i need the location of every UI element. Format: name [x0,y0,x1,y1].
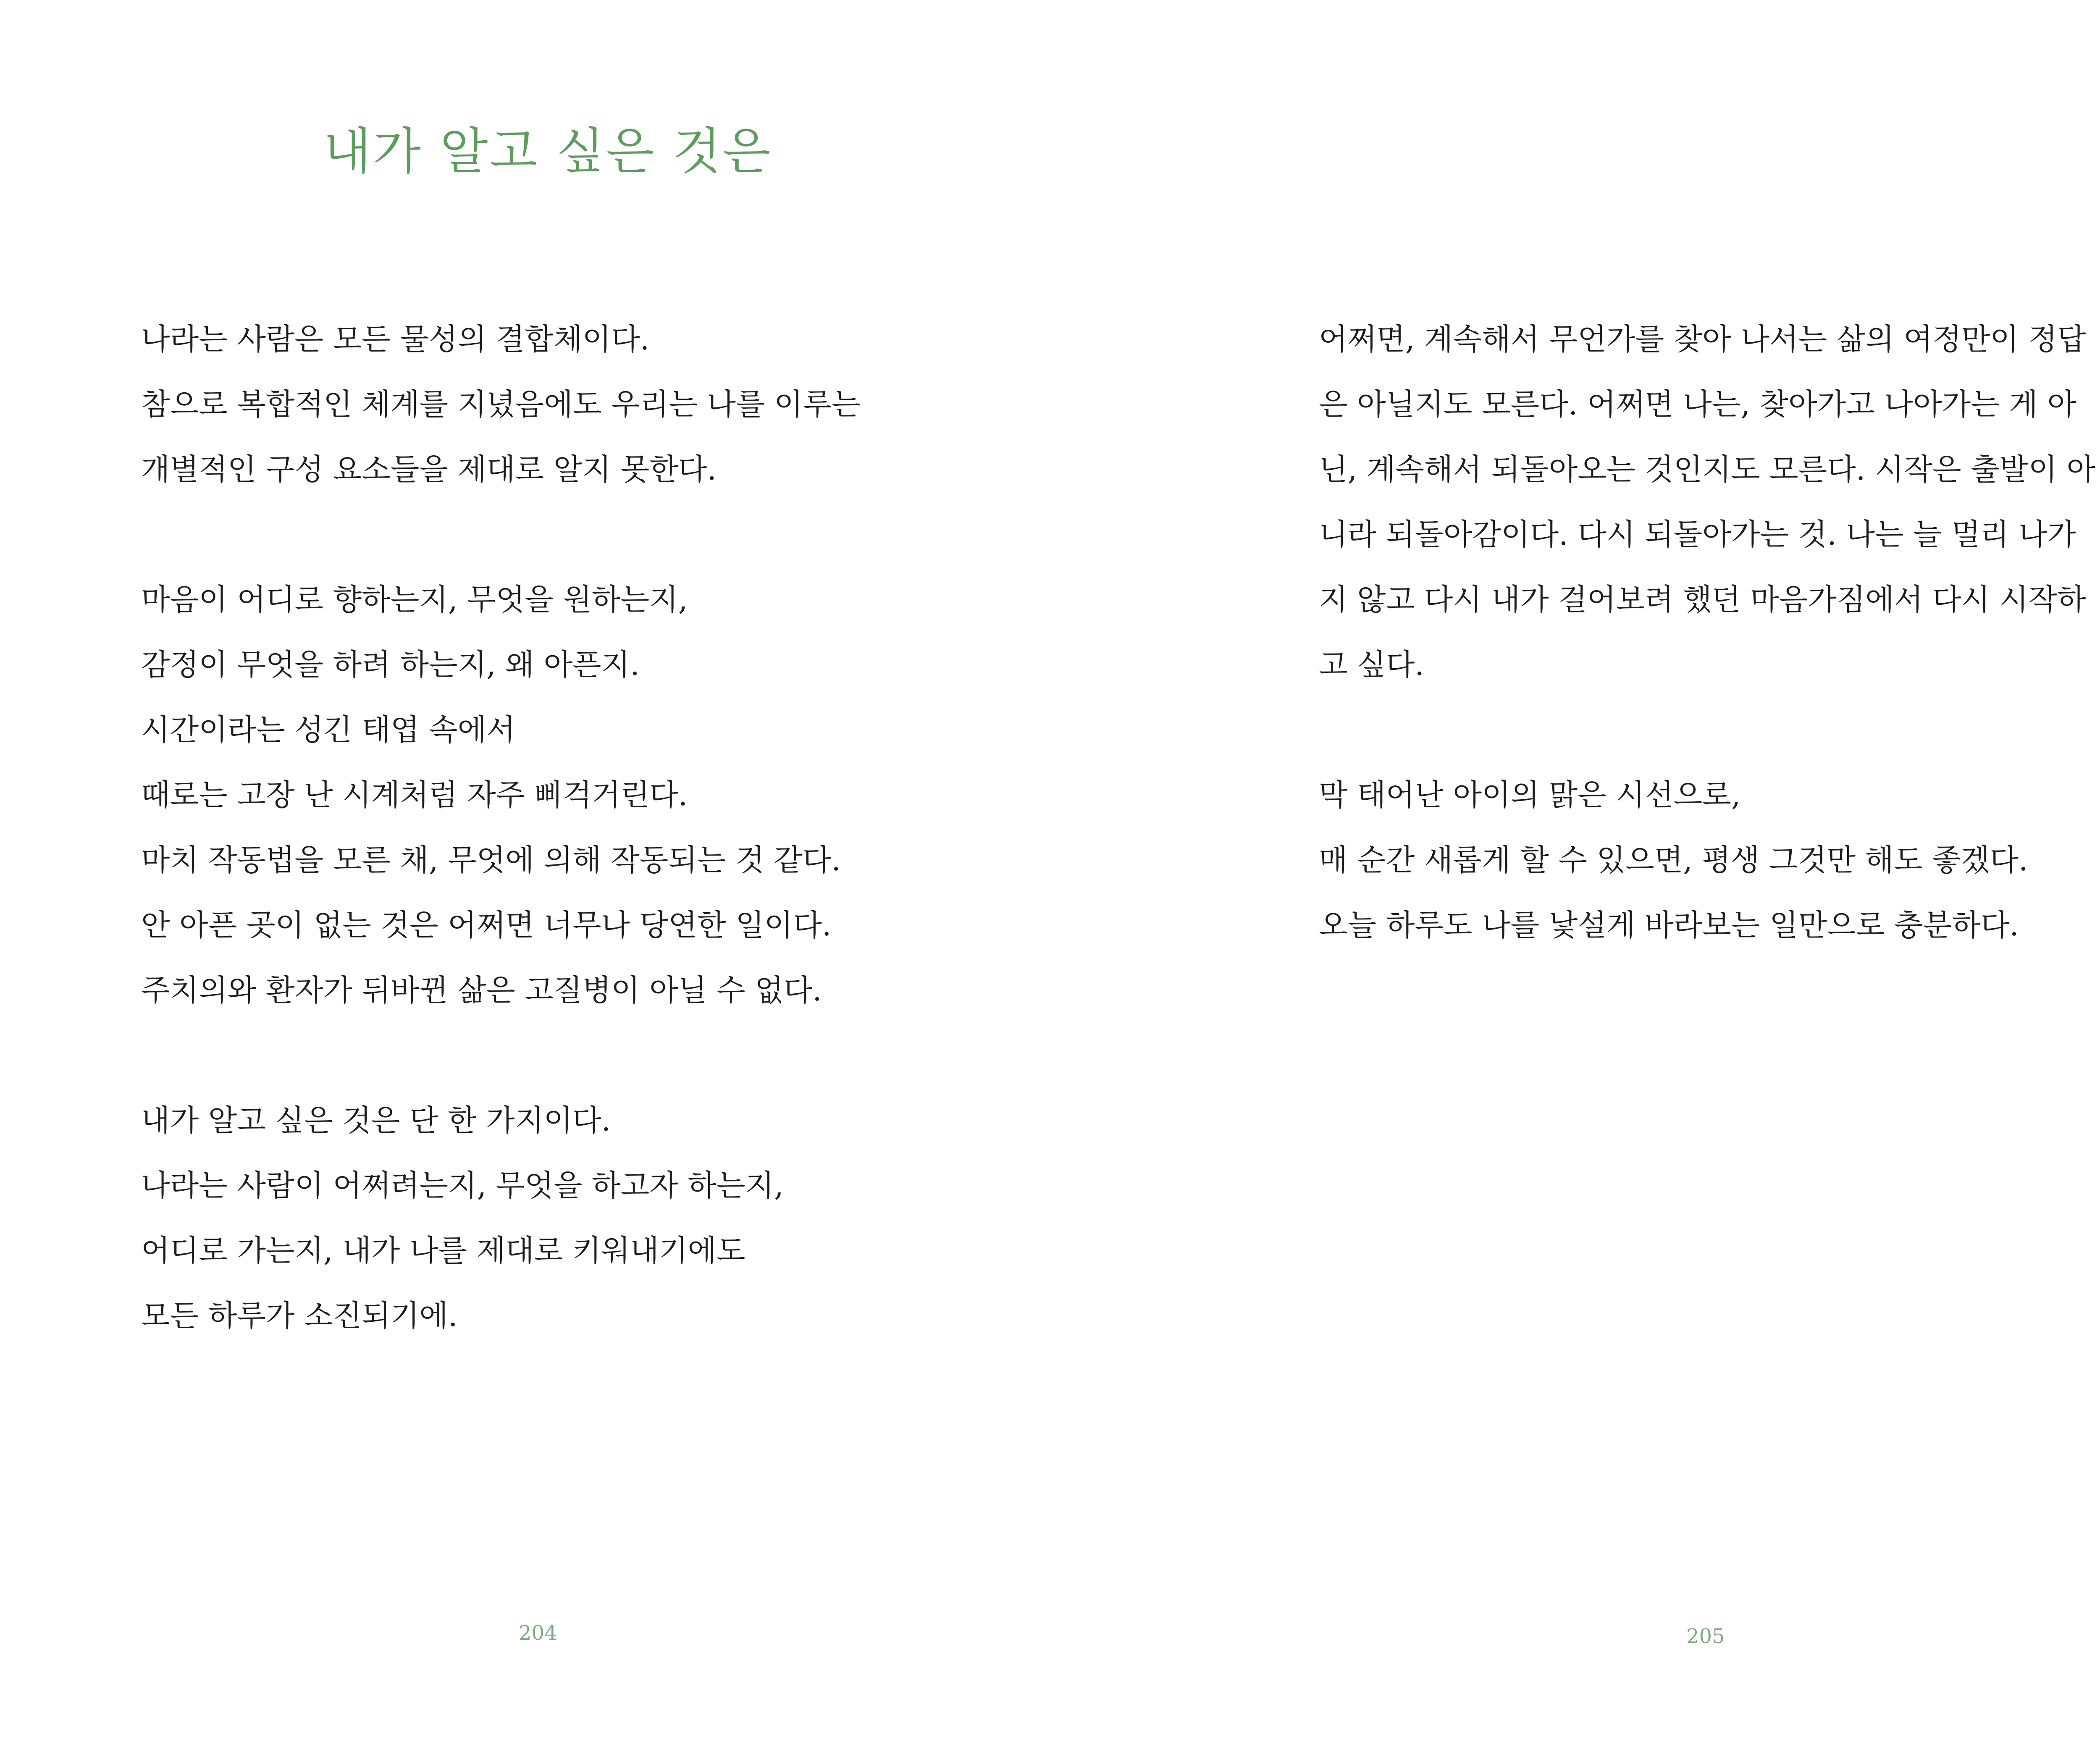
poem-line: 시간이라는 성긴 태엽 속에서 [141,712,515,747]
poem-line: 막 태어난 아이의 맑은 시선으로, [1319,777,1741,812]
right-paragraph-1 [1319,307,2100,697]
poem-line: 마음이 어디로 향하는지, 무엇을 원하는지, [141,582,688,617]
poem-line: 때로는 고장 난 시계처럼 자주 삐걱거린다. [141,777,688,812]
poem-line: 감정이 무엇을 하려 하는지, 왜 아픈지. [141,647,640,682]
poem-line: 참으로 복합적인 체계를 지녔음에도 우리는 나를 이루는 [141,387,861,422]
stanza-break [141,502,1065,567]
poem-line: 나라는 사람이 어쩌려는지, 무엇을 하고자 하는지, [141,1168,784,1203]
poem-line: 개별적인 구성 요소들을 제대로 알지 못한다. [141,452,717,487]
prose-line: 니라 되돌아감이다. 다시 되돌아가는 것. 나는 늘 멀리 나가 [1319,517,2076,552]
page-number-right: 205 [1686,1625,1725,1648]
prose-line: 닌, 계속해서 되돌아오는 것인지도 모른다. 시작은 출발이 아 [1319,452,2096,487]
prose-line: 어쩌면, 계속해서 무언가를 찾아 나서는 삶의 여정만이 정답 [1319,322,2086,357]
poem-line: 주치의와 환자가 뒤바뀐 삶은 고질병이 아닐 수 없다. [141,973,822,1008]
right-page [1111,0,2100,1746]
poem-line: 어디로 가는지, 내가 나를 제대로 키워내기에도 [141,1233,746,1268]
stanza-break [1319,697,2100,762]
right-stanza-2 [1319,762,2100,958]
prose-line: 지 않고 다시 내가 걸어보려 했던 마음가짐에서 다시 시작하 [1319,582,2086,617]
poem-line: 오늘 하루도 나를 낯설게 바라보는 일만으로 충분하다. [1319,908,2019,943]
page-number-left: 204 [519,1621,557,1645]
left-stanza-2 [141,567,1065,1023]
prose-line: 은 아닐지도 모른다. 어쩌면 나는, 찾아가고 나아가는 게 아 [1319,387,2076,422]
stanza-break [141,1023,1065,1088]
poem-line: 마치 작동법을 모른 채, 무엇에 의해 작동되는 것 같다. [141,843,841,877]
left-stanza-3 [141,1088,1065,1348]
poem-line: 매 순간 새롭게 할 수 있으면, 평생 그것만 해도 좋겠다. [1319,843,2028,877]
prose-line: 고 싶다. [1319,647,1424,682]
poem-line: 모든 하루가 소진되기에. [141,1298,458,1333]
poem-title: 내가 알고 싶은 것은 [323,122,772,180]
left-stanza-1 [141,307,1065,502]
right-poem-body [1319,307,2100,958]
poem-line: 내가 알고 싶은 것은 단 한 가지이다. [141,1103,611,1138]
poem-line: 안 아픈 곳이 없는 것은 어쩌면 너무나 당연한 일이다. [141,908,832,943]
left-poem-body [141,307,1065,1348]
poem-line: 나라는 사람은 모든 물성의 결합체이다. [141,322,650,357]
